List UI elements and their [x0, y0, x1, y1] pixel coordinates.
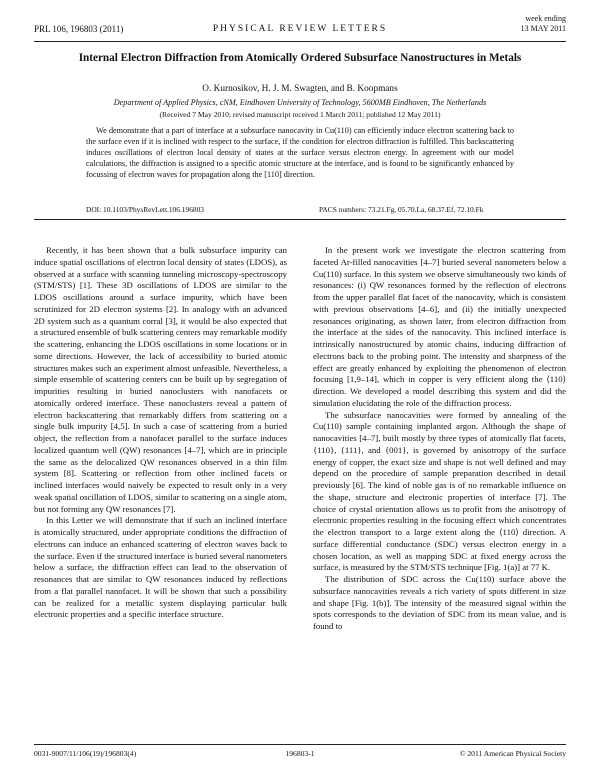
- body-paragraph: Recently, it has been shown that a bulk subsurface impurity can induce spatial oscillations of electron local density of states (LDOS), as observed at a surface with scanning tunneling microscopy-spectroscopy (STM/STS) [1]. These 3D oscillations of LDOS are similar to the LDOS oscillations around a surface impurity, which have been scrutinized for 2D electron systems [2]. In analogy with an advanced 2D system such as a quantum corral [3], it would be also expected that a structured ensemble of bulk scattering centers may remarkable modify the scattering, enhancing the LDOS oscillations in some locations or in some directions. However, the lack of accessibility to buried atomic structures makes such an experiment almost unfeasible. Nevertheless, a simple ensemble of scattering centers can be built up by segregation of impurities resulting in buried nanoclusters with nanofacets or atomically ordered interface. These nanoclusters reveal a pattern of electron backscattering that remarkably differs from scattering on a single bulk impurity [4,5]. In such a case of scattering from a buried object, the reflection from a nanofacet parallel to the surface induces localized quantum well (QW) resonances [4–7], which are in principle the same as the delocalized QW resonances observed in a thin film system [8]. Scattering or reflection from other inclined facets or inclined interfaces would naively be expected to result only in a very weak spatial oscillation of LDOS, similar to scattering on a single atom, but not forming any QW resonances [7].: [34, 245, 287, 514]
- pacs-numbers: PACS numbers: 73.21.Fg, 05.70.La, 68.37.Ef, 72.10.Fk: [319, 205, 484, 214]
- journal-name: PHYSICAL REVIEW LETTERS: [212, 24, 388, 34]
- article-code: 0031-9007/11/106(19)/196803(4): [34, 749, 137, 758]
- abstract-rule: [34, 219, 566, 220]
- running-header: [34, 14, 566, 40]
- left-column: [34, 245, 287, 621]
- week-ending-date: 13 MAY 2011: [520, 24, 566, 33]
- body-paragraph: In the present work we investigate the electron scattering from faceted Ar-filled nanocavities [4–7] buried several nanometers below a Cu(110) surface. In this system we observe simultaneously two kinds of resonances: (i) QW resonances formed by the reflection of electrons from the upper parallel flat facet of the nanocavity, which is consistent with previous observations [4–6], and (ii) the initially unexpected resonances originating, as shown later, from electron diffraction from the interface at the sides of the nanocavity. This inclined interface is intrinsically nanostructured by atomic chains, inducing diffraction of electrons back to the probing point. The intensity and sharpness of the effect are greatly enhanced by exploiting the phenomenon of electron focusing [1,9–14], which in copper is very efficient along the ⟨110⟩ direction. We developed a model describing this system and did the simulation elucidating the role of the diffraction process.: [313, 245, 566, 408]
- abstract: [86, 125, 514, 180]
- week-ending-label: week ending: [525, 14, 566, 23]
- author-list: O. Kurnosikov, H. J. M. Swagten, and B. Koopmans: [202, 84, 398, 94]
- doi-link[interactable]: DOI: 10.1103/PhysRevLett.106.196803: [86, 205, 204, 214]
- journal-reference: PRL 106, 196803 (2011): [34, 24, 124, 34]
- footer-rule: [34, 744, 566, 745]
- paper-title: Internal Electron Diffraction from Atomically Ordered Subsurface Nanostructures in Metals: [78, 52, 522, 64]
- header-rule: [34, 41, 566, 42]
- received-dates: (Received 7 May 2010; revised manuscript received 1 March 2011; published 12 May 2011): [159, 110, 441, 119]
- abstract-text: We demonstrate that a part of interface at a subsurface nanocavity in Cu(110) can efficiently induce electron scattering back to the surface even if it is inclined with respect to the surface, if the condition for electron diffraction is fulfilled. This backscattering induces oscillations of electron local density of states at the surface versus electron energy. In agreement with our model calculations, the diffraction is assigned to a specific atomic structure at the interface, and is found to be significantly enhanced by focussing of electron waves for propagation along the [110] direction.: [86, 126, 514, 180]
- copyright: © 2011 American Physical Society: [459, 749, 566, 758]
- body-paragraph: The distribution of SDC across the Cu(110) surface above the subsurface nanocavities reveals a rich variety of spots different in size and shape [Fig. 1(b)]. The intensity of the measured signal within the spots corresponds to the deviation of SDC from its mean value, and is found to: [313, 574, 566, 631]
- page-number: 196803-1: [285, 749, 315, 758]
- right-column: [313, 245, 566, 633]
- body-paragraph: The subsurface nanocavities were formed by annealing of the Cu(110) sample containing implanted argon. Although the shape of nanocavities [4–7], built mostly by three types of atomically flat facets, {110}, {111}, and {001}, is governed by anisotropy of the surface energy of copper, the exact size and shape is not well defined and may depend on the procedure of sample preparation described in detail previously [6]. The kind of noble gas is of no remarkable influence on the shape, structure and electronic properties of interface [7]. The choice of crystal orientation allows us to profit from the anisotropy of electronic properties resulting in the focusing effect which concentrates the electron transport to a large extent along the ⟨110⟩ direction. A surface differential conductance (SDC) versus electron energy in a chosen location, as well as mapping SDC at fixed energy across the surface, is measured by the STM/STS technique [Fig. 1(a)] at 77 K.: [313, 409, 566, 573]
- week-ending: [521, 14, 566, 34]
- affiliation: Department of Applied Physics, cNM, Eindhoven University of Technology, 5600MB Eindhoven, The Netherlands: [113, 98, 487, 107]
- body-paragraph: In this Letter we will demonstrate that if such an inclined interface is atomically structured, under appropriate conditions the diffraction of electrons can induce an enhanced scattering of electron waves back to the surface. Even if the structured interface is buried several nanometers below a surface, the diffraction effect can lead to the observation of resonances that are similar to QW resonances induced by reflections from a flat parallel nanofacet. It will be shown that such a possibility can be realized for a metallic system displaying particular bulk electronic properties and a specific interface structure.: [34, 515, 287, 620]
